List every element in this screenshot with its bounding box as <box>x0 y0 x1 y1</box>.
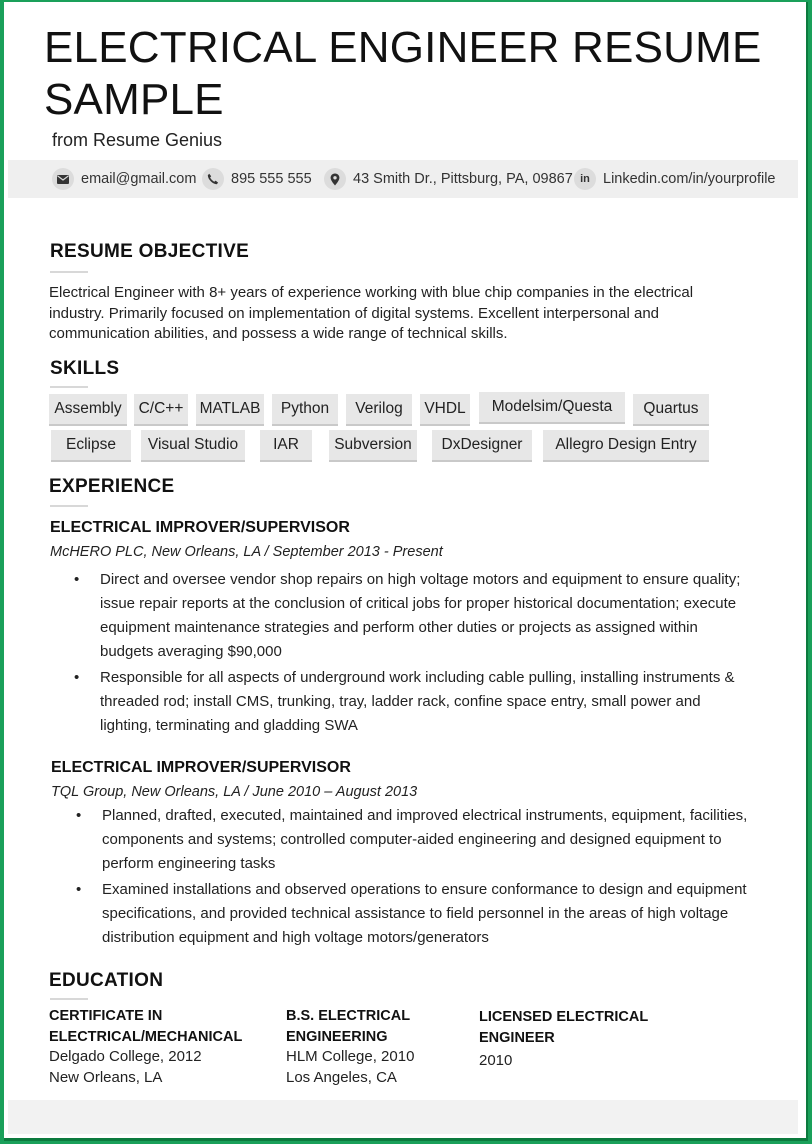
bullet-dot: • <box>74 571 80 588</box>
section-divider <box>50 271 88 273</box>
education-entry <box>286 1006 446 1088</box>
bullet-dot: • <box>74 669 80 686</box>
experience-heading: EXPERIENCE <box>49 476 175 497</box>
footer-strip <box>8 1100 798 1134</box>
education-school: 2010 <box>479 1052 513 1069</box>
skill-chip: Allegro Design Entry <box>543 430 709 462</box>
contact-address <box>324 167 573 191</box>
job-bullets <box>54 804 754 952</box>
education-entry <box>49 1006 269 1088</box>
contact-address-text: 43 Smith Dr., Pittsburg, PA, 09867 <box>353 171 573 187</box>
job-title: ELECTRICAL IMPROVER/SUPERVISOR <box>50 519 350 536</box>
skill-chip: C/C++ <box>134 394 188 426</box>
skill-chip: Visual Studio <box>141 430 245 462</box>
education-school: Delgado College, 2012 <box>49 1048 202 1065</box>
objective-heading: RESUME OBJECTIVE <box>50 241 250 262</box>
education-school: HLM College, 2010 <box>286 1048 415 1065</box>
skill-chip: Assembly <box>49 394 127 426</box>
section-divider <box>50 998 88 1000</box>
skill-chip: VHDL <box>420 394 470 426</box>
page-subtitle: from Resume Genius <box>52 130 223 150</box>
section-divider <box>50 386 88 388</box>
job-meta: TQL Group, New Orleans, LA / June 2010 – August 2013 <box>51 784 418 800</box>
education-degree: LICENSED ELECTRICAL ENGINEER <box>479 1009 648 1046</box>
skill-chip: Quartus <box>633 394 709 426</box>
location-pin-icon <box>324 168 346 190</box>
contact-email[interactable] <box>52 167 196 191</box>
section-divider <box>50 505 88 507</box>
envelope-icon <box>52 168 74 190</box>
skill-chip: Eclipse <box>51 430 131 462</box>
contact-phone-text: 895 555 555 <box>231 171 312 187</box>
education-heading: EDUCATION <box>49 970 164 991</box>
education-location: Los Angeles, CA <box>286 1068 397 1086</box>
skill-chip: MATLAB <box>196 394 264 426</box>
job-bullets <box>52 568 752 740</box>
skill-chip: Modelsim/Questa <box>479 392 625 424</box>
education-entry <box>479 1007 669 1072</box>
bullet-text: Planned, drafted, executed, maintained and improved electrical instruments, equipment, facilities, components and systems; controlled computer-aided engineering and designed equipment to perform engineering tasks <box>102 807 748 872</box>
bullet-text: Direct and oversee vendor shop repairs on high voltage motors and equipment to ensure quality; issue repair reports at the conclusion of critical jobs for proper historical documentation; execute equipment maintenance strategies and perform other duties or projects as assigned within budgets averaging $90,000 <box>100 571 741 660</box>
skill-chip: Python <box>272 394 338 426</box>
phone-icon <box>202 168 224 190</box>
bullet-text: Examined installations and observed operations to ensure conformance to design and equipment specifications, and provided technical assistance to field personnel in the areas of high voltage distribution equipment and high voltage motors/generators <box>102 881 747 946</box>
education-location: New Orleans, LA <box>49 1068 163 1086</box>
skill-chip: Verilog <box>346 394 412 426</box>
job-meta: McHERO PLC, New Orleans, LA / September 2013 - Present <box>50 544 443 560</box>
contact-email-text: email@gmail.com <box>81 171 197 187</box>
education-degree: B.S. ELECTRICAL ENGINEERING <box>286 1008 410 1045</box>
linkedin-icon: in <box>574 168 596 190</box>
skills-heading: SKILLS <box>50 358 120 379</box>
resume-page <box>4 2 808 1141</box>
list-item <box>52 666 752 738</box>
skill-chip: Subversion <box>329 430 417 462</box>
skill-chip: DxDesigner <box>432 430 532 462</box>
bullet-text: Responsible for all aspects of underground work including cable pulling, installing instruments & threaded rod; install CMS, trunking, tray, ladder rack, confine space entry, small power and lighting, terminating and gladding SWA <box>100 669 735 734</box>
education-degree: CERTIFICATE IN ELECTRICAL/MECHANICAL <box>49 1008 243 1045</box>
bullet-dot: • <box>76 881 82 898</box>
contact-phone[interactable] <box>202 167 312 191</box>
bullet-dot: • <box>76 807 82 824</box>
page-title: ELECTRICAL ENGINEER RESUME SAMPLE <box>44 23 762 124</box>
list-item <box>54 804 754 876</box>
contact-bar <box>8 160 798 198</box>
list-item <box>54 878 754 950</box>
contact-linkedin-text: Linkedin.com/in/yourprofile <box>603 171 776 187</box>
objective-text: Electrical Engineer with 8+ years of experience working with blue chip companies in the electrical industry. Primarily focused on implementation of digital systems. Excellent interpersonal and communication abilities, and possess a wide range of technical skills. <box>49 284 694 342</box>
skill-chip: IAR <box>260 430 312 462</box>
job-title: ELECTRICAL IMPROVER/SUPERVISOR <box>51 759 351 776</box>
contact-linkedin[interactable] <box>574 167 775 191</box>
list-item <box>52 568 752 664</box>
